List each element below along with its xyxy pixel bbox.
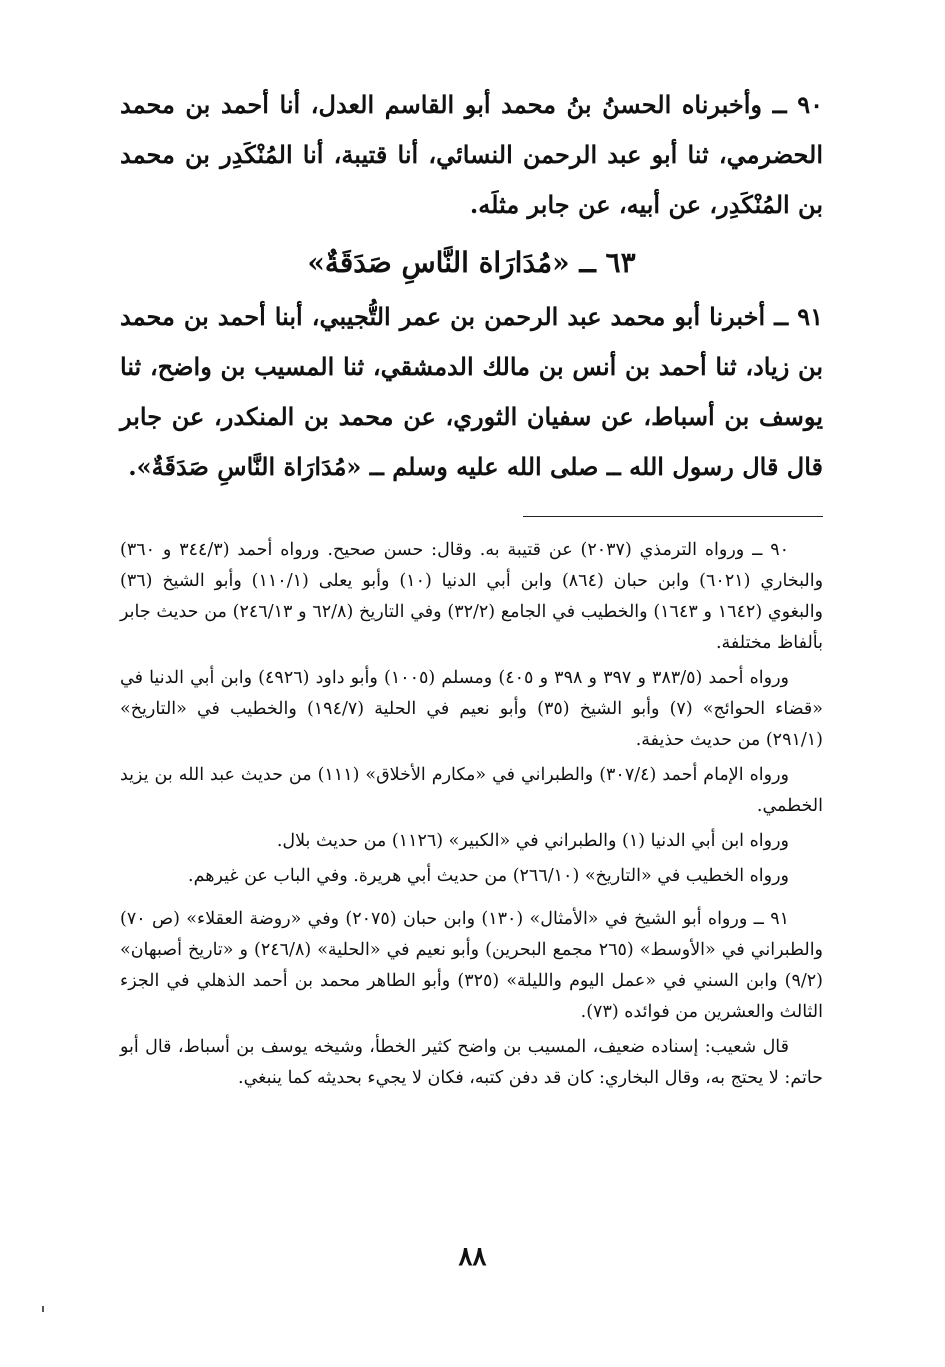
main-text [120, 80, 823, 492]
scan-speck [42, 1306, 44, 1312]
footnote-divider [523, 516, 823, 517]
chapter-heading: ٦٣ ــ «مُدَارَاة النَّاسِ صَدَقَةٌ» [307, 246, 636, 279]
footnote-90-paragraph-1: ٩٠ ــ ورواه الترمذي (٢٠٣٧) عن قتيبة به. وقال: حسن صحيح. ورواه أحمد (٣٤٤/٣ و ٣٦٠) والبخاري (٦٠٢١) وابن حبان (٨٦٤) وابن أبي الدنيا (١٠) وأبو يعلى (١١٠/١) وأبو الشيخ (٣٦) والبغوي (١٦٤٢ و ١٦٤٣) والخطيب في الجامع (٣٢/٢) وفي التاريخ (٦٢/٨ و ٢٤٦/١٣) من حديث جابر بألفاظ مختلفة. [120, 540, 824, 653]
book-page [120, 80, 823, 1098]
footnote-90-paragraph-2: ورواه أحمد (٣٨٣/٥ و ٣٩٧ و ٣٩٨ و ٤٠٥) ومسلم (١٠٠٥) وأبو داود (٤٩٢٦) وابن أبي الدنيا في «قضاء الحوائج» (٧) وأبو الشيخ (٣٥) وأبو نعيم في الحلية (١٩٤/٧) والخطيب في «التاريخ» (٢٩١/١) من حديث حذيفة. [120, 668, 823, 750]
footnote-91-paragraph-2: قال شعيب: إسناده ضعيف، المسيب بن واضح كثير الخطأ، وشيخه يوسف بن أسباط، قال أبو حاتم: لا يحتج به، وقال البخاري: كان قد دفن كتبه، فكان لا يجيء بحديثه كما ينبغي. [120, 1037, 823, 1088]
footnotes [120, 535, 823, 1094]
footnote-91-paragraph-1: ٩١ ــ ورواه أبو الشيخ في «الأمثال» (١٣٠) وابن حبان (٢٠٧٥) وفي «روضة العقلاء» (ص ٧٠) والطبراني في «الأوسط» (٢٦٥ مجمع البحرين) وأبو نعيم في «الحلية» (٢٤٦/٨) و «تاريخ أصبهان» (٩/٢) وابن السني في «عمل اليوم والليلة» (٣٢٥) وأبو الطاهر محمد بن أحمد الذهلي في الجزء الثالث والعشرين من فوائده (٧٣). [120, 909, 824, 1022]
hadith-91-paragraph: ٩١ ــ أخبرنا أبو محمد عبد الرحمن بن عمر التُّجيبي، أبنا أحمد بن محمد بن زياد، ثنا أحمد بن أنس بن مالك الدمشقي، ثنا المسيب بن واضح، ثنا يوسف بن أسباط، عن سفيان الثوري، عن محمد بن المنكدر، عن جابر قال قال رسول الله ــ صلى الله عليه وسلم ــ «مُدَارَاة النَّاسِ صَدَقَةٌ». [120, 302, 824, 481]
hadith-90-paragraph: ٩٠ ــ وأخبرناه الحسنُ بنُ محمد أبو القاسم العدل، أنا أحمد بن محمد الحضرمي، ثنا أبو عبد الرحمن النسائي، أنا قتيبة، أنا المُنْكَدِر بن محمد بن المُنْكَدِر، عن أبيه، عن جابر مثلَه. [120, 90, 823, 219]
page-number: ٨٨ [458, 1242, 487, 1272]
footnote-90-paragraph-5: ورواه الخطيب في «التاريخ» (٢٦٦/١٠) من حديث أبي هريرة. وفي الباب عن غيرهم. [188, 866, 789, 886]
footnote-90-paragraph-4: ورواه ابن أبي الدنيا (١) والطبراني في «الكبير» (١١٢٦) من حديث بلال. [276, 831, 789, 851]
footnote-90-paragraph-3: ورواه الإمام أحمد (٣٠٧/٤) والطبراني في «مكارم الأخلاق» (١١١) من حديث عبد الله بن يزيد الخطمي. [120, 765, 823, 816]
